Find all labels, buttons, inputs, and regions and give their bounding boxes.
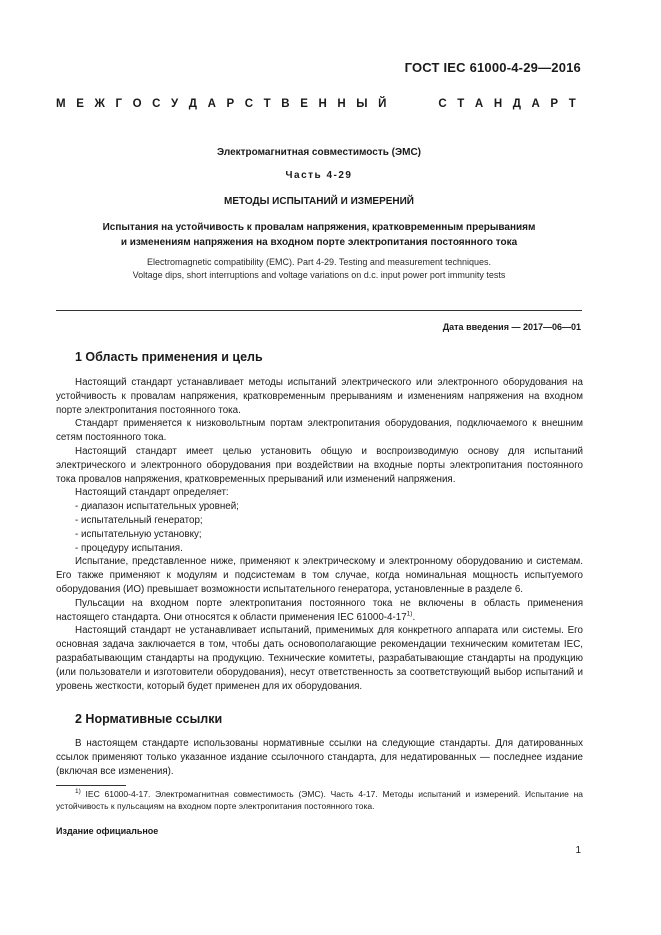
english-title-line-1: Electromagnetic compatibility (EMC). Part 4-29. Testing and measurement techniques. bbox=[147, 257, 491, 267]
main-title: МЕТОДЫ ИСПЫТАНИЙ И ИЗМЕРЕНИЙ bbox=[223, 196, 414, 207]
standard-type-letter: Д bbox=[188, 98, 197, 110]
section-1-heading: 1 Область применения и цель bbox=[75, 350, 263, 364]
standard-type-letter: Н bbox=[493, 98, 503, 110]
english-title-line-2: Voltage dips, short interruptions and voltage variations on d.c. input power port immunity tests bbox=[132, 270, 506, 280]
standard-type-letter: А bbox=[531, 98, 540, 110]
standard-code: ГОСТ IEC 61000-4-29—2016 bbox=[404, 60, 581, 75]
standard-type-letter: У bbox=[171, 98, 179, 110]
paragraph: Настоящий стандарт имеет целью установить общую и воспроизводимую основу для испытаний электрического и электронного оборудования при воздействии на входные порты электропитания постоянного тока провалов напряжения, кратковременных прерываний или изменений напряжения. bbox=[56, 445, 583, 485]
footnote-reference[interactable]: 1) bbox=[406, 610, 413, 618]
standard-type-letter: А bbox=[474, 98, 484, 110]
footnote-divider bbox=[56, 785, 126, 786]
standard-type-letter: Е bbox=[300, 98, 308, 110]
standard-type-letter bbox=[411, 98, 414, 110]
paragraph: В настоящем стандарте использованы нормативные ссылки на следующие стандарты. Для датированных ссылок применяют только указанное издание ссылочного стандарта, для недатированных — последнее издание (включая все изменения). bbox=[56, 738, 583, 777]
standard-type-letter: О bbox=[132, 98, 142, 110]
paragraph: Настоящий стандарт устанавливает методы испытаний электрического или электронного оборудования на устойчивость к провалам напряжения, кратковременным прерываниям и изменениям напряжения на входном порте электропитания постоянного тока. bbox=[56, 377, 583, 416]
subtitle-line-1: Испытания на устойчивость к провалам напряжения, кратковременным прерываниям bbox=[102, 222, 536, 233]
edition-label: Издание официальное bbox=[56, 826, 159, 836]
standard-type-letter: С bbox=[438, 98, 447, 110]
standard-type-letter: Р bbox=[550, 98, 559, 110]
standard-type-letter: Р bbox=[226, 98, 235, 110]
section-2-body bbox=[56, 737, 583, 778]
series-title: Электромагнитная совместимость (ЭМС) bbox=[217, 147, 421, 158]
list-item: - испытательный генератор; bbox=[75, 514, 203, 526]
standard-type-letter: С bbox=[152, 98, 161, 110]
standard-type-letter bbox=[425, 98, 428, 110]
introduction-date: Дата введения — 2017—06—01 bbox=[442, 322, 581, 332]
section-1-body bbox=[56, 376, 583, 693]
standard-type-letter: Ы bbox=[356, 98, 368, 110]
standard-type-banner bbox=[56, 98, 576, 110]
standard-type-letter: Й bbox=[378, 98, 387, 110]
standard-type-letter: Ж bbox=[94, 98, 105, 110]
standard-type-letter: Т bbox=[457, 98, 465, 110]
english-title bbox=[56, 256, 582, 282]
standard-type-letter: Е bbox=[76, 98, 84, 110]
page-number: 1 bbox=[575, 845, 581, 856]
title-divider bbox=[56, 310, 582, 311]
paragraph-text: Пульсации на входном порте электропитания постоянного тока не включены в область применения настоящего стандарта. Они относятся к области применения IEC 61000-4-17 bbox=[56, 597, 583, 623]
paragraph: Настоящий стандарт не устанавливает испытаний, применимых для конкретного аппарата или системы. Его основная задача заключается в том, чтобы дать основополагающие рекомендации техническим комитетам IEC, разрабатывающим стандарты на продукцию. Технические комитеты, разрабатывающие стандарты на продукцию (или пользователи и изготовители оборудования), несут ответственность за соответствующий выбор испытаний и уровень жесткости, который будет применен для их оборудования. bbox=[56, 625, 583, 692]
standard-type-letter: Т bbox=[263, 98, 271, 110]
list-item: - диапазон испытательных уровней; bbox=[75, 501, 239, 513]
list-item: - испытательную установку; bbox=[75, 528, 202, 540]
standard-type-letter: Н bbox=[337, 98, 346, 110]
standard-type-letter: В bbox=[281, 98, 290, 110]
footnote bbox=[56, 788, 583, 812]
standard-type-letter: М bbox=[56, 98, 66, 110]
paragraph: Испытание, представленное ниже, применяют к электрическому и электронному оборудованию и системам. Его также применяют к модулям и подсистемам в том случае, когда номинальная мощность испытуемого оборудования (ИО) превышает возможности испытательного генератора, установленные в разделе 6. bbox=[56, 556, 583, 595]
subtitle bbox=[56, 220, 582, 250]
standard-type-letter: Н bbox=[318, 98, 327, 110]
footnote-text: IEC 61000-4-17. Электромагнитная совместимость (ЭМС). Часть 4-17. Методы испытаний и измерений. Испытание на устойчивость к пульсациям на входном порте электропитания постоянного тока. bbox=[56, 789, 583, 811]
paragraph-with-footnote bbox=[56, 597, 583, 625]
standard-type-letter: Д bbox=[512, 98, 521, 110]
standard-type-letter: Г bbox=[115, 98, 122, 110]
paragraph: Настоящий стандарт определяет: bbox=[75, 487, 229, 499]
standard-type-letter: Т bbox=[568, 98, 576, 110]
standard-type-letter: С bbox=[244, 98, 254, 110]
list-item: - процедуру испытания. bbox=[75, 542, 183, 554]
footnote-marker: 1) bbox=[75, 788, 81, 796]
standard-type-letter bbox=[397, 98, 400, 110]
subtitle-line-2: и изменениям напряжения на входном порте электропитания постоянного тока bbox=[120, 237, 518, 248]
section-2-heading: 2 Нормативные ссылки bbox=[75, 712, 223, 726]
part-title: Часть 4-29 bbox=[285, 170, 353, 181]
paragraph: Стандарт применяется к низковольтным портам электропитания оборудования, подключаемого к внешним сетям постоянного тока. bbox=[56, 418, 583, 444]
paragraph-end: . bbox=[412, 611, 416, 623]
standard-type-letter: А bbox=[207, 98, 216, 110]
